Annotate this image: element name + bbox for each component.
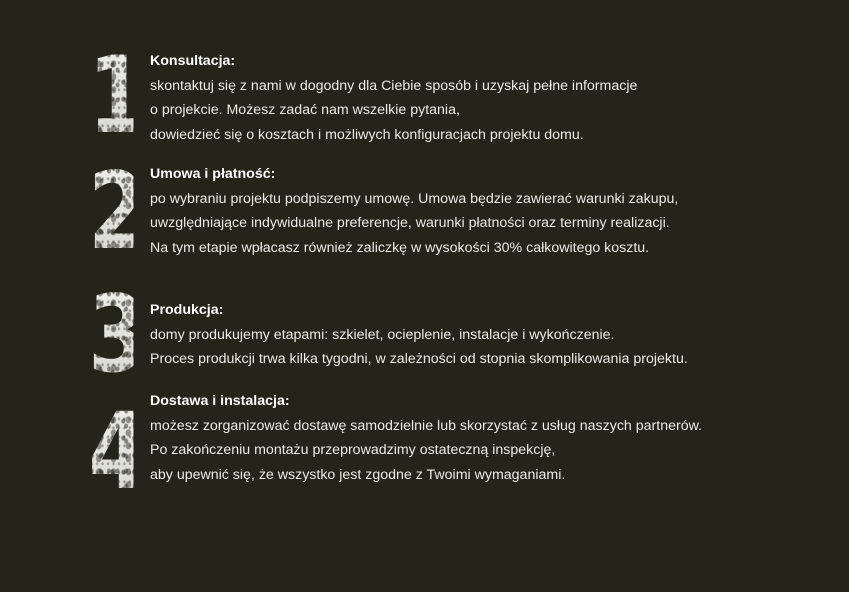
step-number-3: 3 [88, 273, 145, 396]
step-line: domy produkujemy etapami: szkielet, ocieplenie, instalacje i wykończenie. [150, 326, 615, 343]
step-line: Po zakończeniu montażu przeprowadzimy ostateczną inspekcję, [150, 442, 556, 458]
step-line: Proces produkcji trwa kilka tygodni, w zależności od stopnia skomplikowania projektu. [150, 351, 688, 367]
step-text-4 [150, 389, 702, 487]
step-title-4: Dostawa i instalacja: [150, 393, 290, 409]
step-line: po wybraniu projektu podpiszemy umowę. Umowa będzie zawierać warunki zakupu, [150, 190, 679, 207]
step-line: skontaktuj się z nami w dogodny dla Ciebie sposób i uzyskaj pełne informacje [150, 77, 638, 94]
step-number-2: 2 [88, 150, 145, 273]
step-line: dowiedzieć się o kosztach i możliwych konfiguracjach projektu domu. [150, 126, 584, 143]
step-line: aby upewnić się, że wszystko jest zgodne z Twoimi wymaganiami. [150, 466, 566, 483]
step-title-2: Umowa i płatność: [150, 166, 276, 182]
step-line: uwzględniające indywidualne preferencje, warunki płatności oraz terminy realizacji. [150, 215, 670, 231]
step-number-1: 1 [88, 34, 145, 157]
step-text-1 [150, 49, 637, 147]
step-line: możesz zorganizować dostawę samodzielnie lub skorzystać z usług naszych partnerów. [150, 417, 702, 434]
step-text-2 [150, 162, 678, 260]
step-line: Na tym etapie wpłacasz również zaliczkę w wysokości 30% całkowitego kosztu. [150, 239, 650, 256]
step-number-4: 4 [88, 390, 145, 513]
step-line: o projekcie. Możesz zadać nam wszelkie pytania, [150, 102, 460, 118]
step-title-1: Konsultacja: [150, 53, 236, 69]
step-text-3 [150, 298, 688, 372]
step-title-3: Produkcja: [150, 302, 224, 318]
